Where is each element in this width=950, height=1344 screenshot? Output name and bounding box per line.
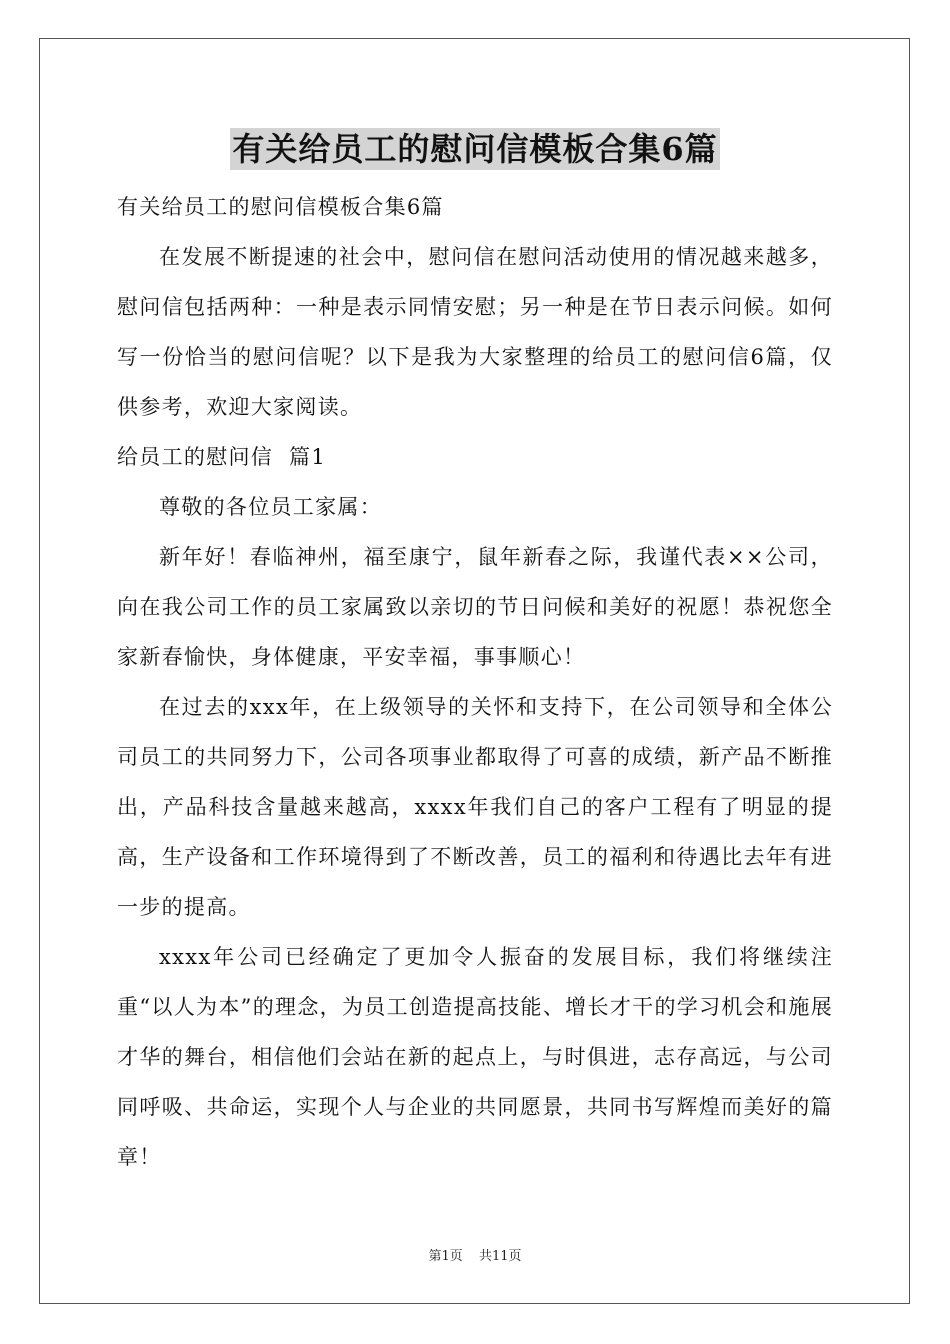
body-paragraph: xxxx年公司已经确定了更加令人振奋的发展目标，我们将继续注重“以人为本”的理念，为员工创造提高技能、增长才干的学习机会和施展才华的舞台，相信他们会站在新的起点上，与时俱进，志存高远，与公司同呼吸、共命运，实现个人与企业的共同愿景，共同书写辉煌而美好的篇章！ xyxy=(117,945,833,1169)
document-title: 有关给员工的慰问信模板合集6篇 xyxy=(232,130,718,168)
document-subtitle: 有关给员工的慰问信模板合集6篇 xyxy=(117,195,444,219)
page-number: 第1页 xyxy=(428,1249,463,1264)
body-paragraph: 新年好！春临神州，福至康宁，鼠年新春之际，我谨代表××公司，向在我公司工作的员工家属致以亲切的节日问候和美好的祝愿！恭祝您全家新春愉快，身体健康，平安幸福，事事顺心！ xyxy=(117,545,833,669)
document-body xyxy=(117,182,833,1182)
section-heading: 给员工的慰问信 篇1 xyxy=(117,445,327,469)
page-total: 共11页 xyxy=(478,1249,522,1264)
intro-paragraph: 在发展不断提速的社会中，慰问信在慰问活动使用的情况越来越多，慰问信包括两种：一种是表示同情安慰；另一种是在节日表示问候。如何写一份恰当的慰问信呢？以下是我为大家整理的给员工的慰问信6篇，仅供参考，欢迎大家阅读。 xyxy=(117,245,833,419)
salutation: 尊敬的各位员工家属： xyxy=(159,495,382,519)
title-block xyxy=(0,128,950,170)
body-paragraph: 在过去的xxx年，在上级领导的关怀和支持下，在公司领导和全体公司员工的共同努力下，公司各项事业都取得了可喜的成绩，新产品不断推出，产品科技含量越来越高，xxxx年我们自己的客户工程有了明显的提高，生产设备和工作环境得到了不断改善，员工的福利和待遇比去年有进一步的提高。 xyxy=(117,695,833,919)
page-footer xyxy=(0,1248,950,1266)
